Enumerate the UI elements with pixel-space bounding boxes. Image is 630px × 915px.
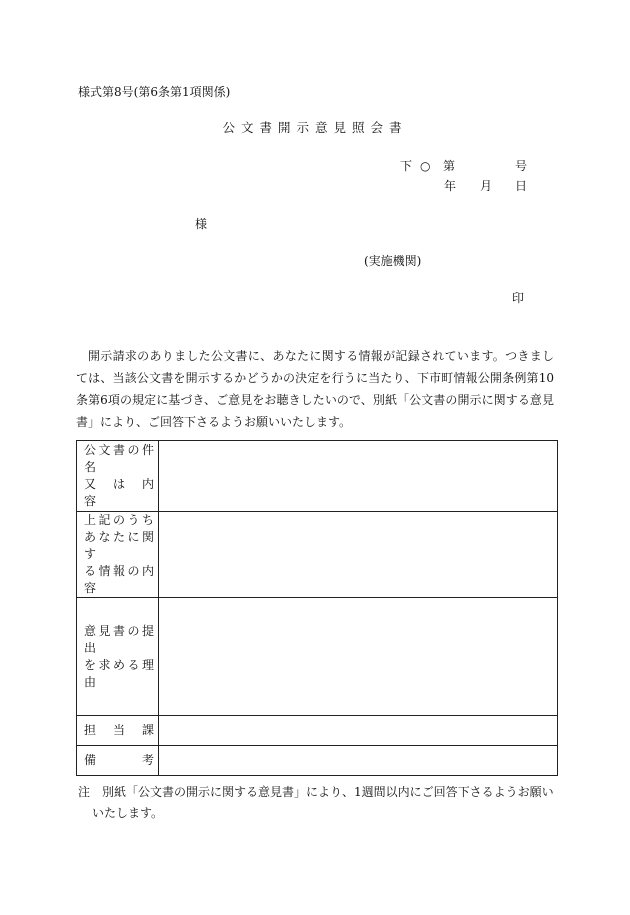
row-value-reason[interactable] (159, 598, 558, 716)
recipient-suffix: 様 (195, 217, 208, 231)
footnote (78, 782, 556, 824)
form-number: 様式第8号(第6条第1項関係) (78, 85, 231, 99)
doc-number-mark: ○ (420, 159, 431, 173)
document-title: 公文書開示意見照会書 (222, 120, 408, 135)
body-paragraph: 開示請求のありました公文書に、あなたに関する情報が記録されています。つきましては、当該公文書を開示するかどうかの決定を行うに当たり、下市町情報公開条例第10条第6項の規定に基づき、ご意見をお聴きしたいので、別紙「公文書の開示に関する意見書」により、ご回答下さるようお願いいたします。 (76, 349, 554, 429)
row-label-reason: 意見書の提出 を求める理由 (77, 598, 159, 716)
date-month: 月 (480, 179, 493, 193)
row-value-department[interactable] (159, 716, 558, 746)
doc-number-prefix: 下 (400, 159, 413, 173)
table-row (77, 746, 558, 776)
footnote-line2: いたします。 (92, 806, 164, 820)
row-label-related-info: 上記のうち あなたに関す る情報の内容 (77, 512, 159, 598)
table-row (77, 598, 558, 716)
row-value-related-info[interactable] (159, 512, 558, 598)
row-label-document-subject: 公文書の件名 又 は 内 容 (77, 441, 159, 512)
row-label-remarks: 備考 (77, 746, 159, 776)
footnote-line1: 注 別紙「公文書の開示に関する意見書」により、1週間以内にご回答下さるようお願い (78, 785, 554, 799)
table-row (77, 716, 558, 746)
date-year: 年 (444, 179, 457, 193)
date-day: 日 (515, 179, 528, 193)
doc-number-go: 号 (515, 159, 528, 173)
table-row (77, 441, 558, 512)
doc-number-dai: 第 (443, 159, 456, 173)
table-row (77, 512, 558, 598)
seal-mark: 印 (512, 291, 525, 305)
row-value-document-subject[interactable] (159, 441, 558, 512)
agency-label: (実施機関) (364, 254, 422, 268)
row-value-remarks[interactable] (159, 746, 558, 776)
info-table (76, 440, 558, 776)
row-label-department: 担当課 (77, 716, 159, 746)
